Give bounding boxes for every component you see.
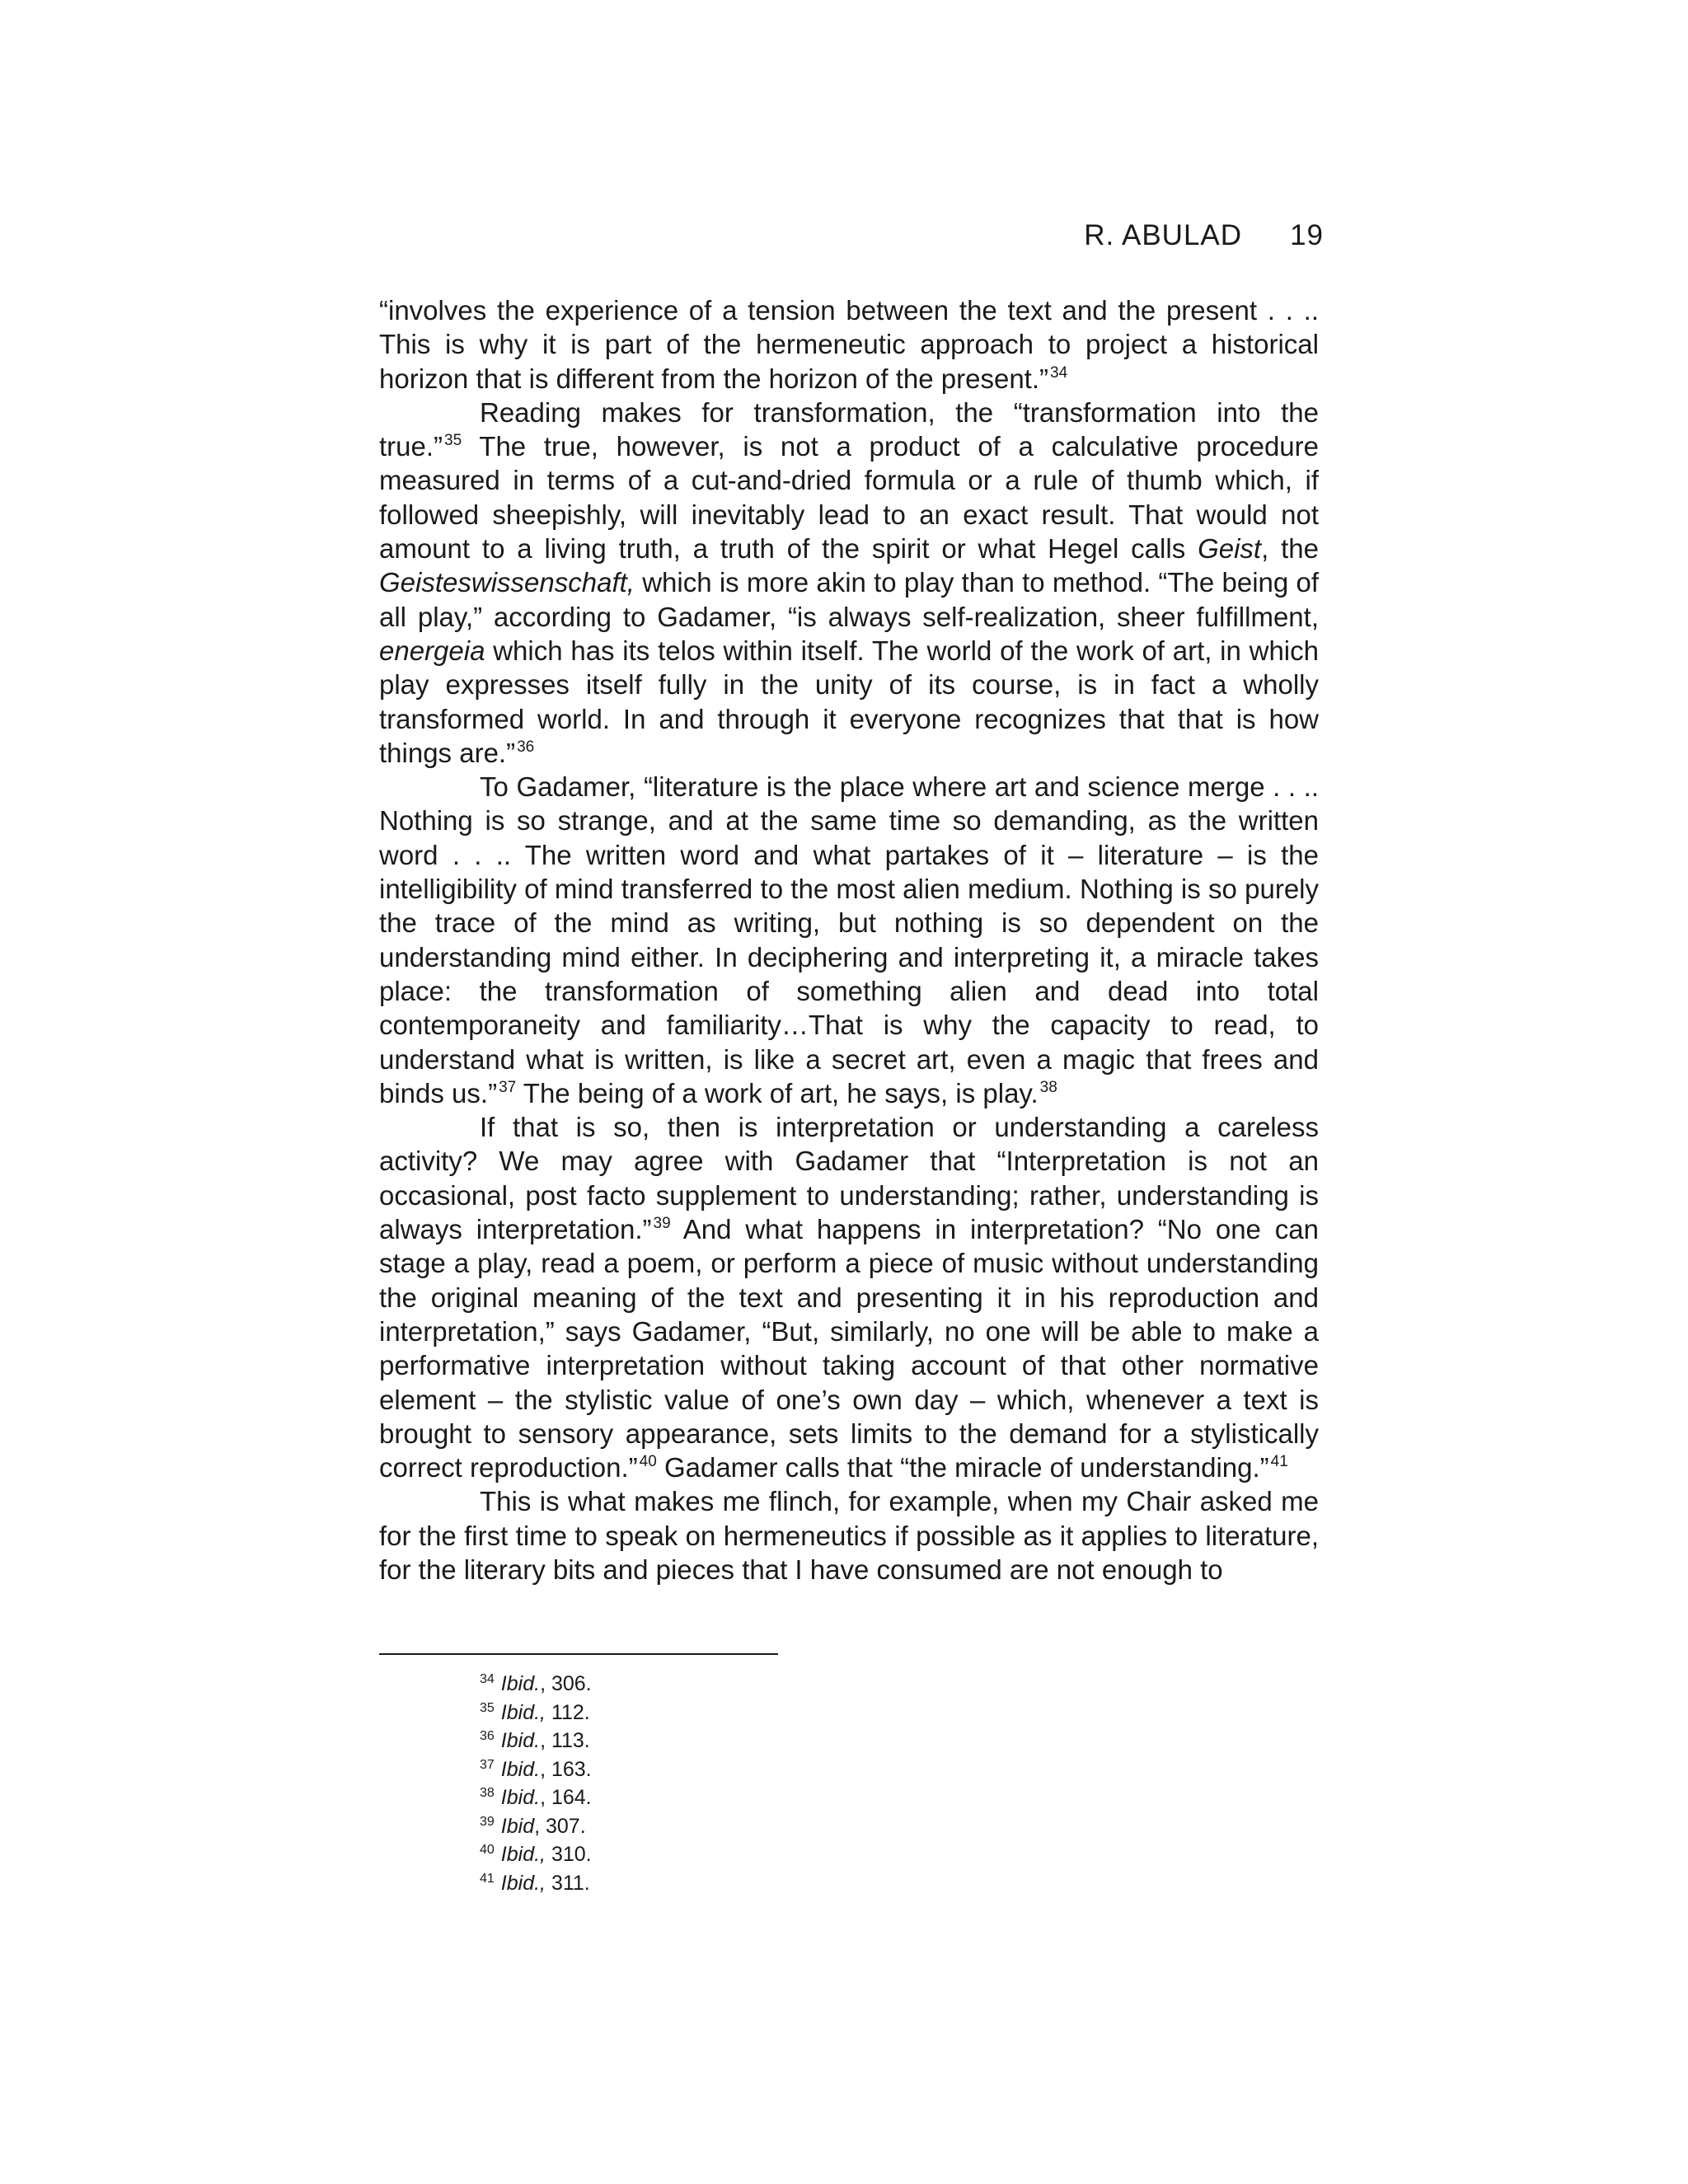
- footnote-number: 41: [480, 1871, 495, 1886]
- footnote-number: 38: [480, 1786, 495, 1800]
- italic-term: energeia: [379, 635, 485, 666]
- body-text: [379, 293, 1319, 1586]
- body-text-run: , the: [1261, 533, 1319, 565]
- footnote-item: [480, 1869, 592, 1898]
- body-paragraph: [379, 1110, 1319, 1484]
- footnote-page: 311.: [546, 1871, 590, 1895]
- footnote-ref: 41: [1270, 1453, 1288, 1471]
- footnote-page: , 163.: [540, 1757, 592, 1781]
- italic-term: Geist: [1198, 533, 1262, 565]
- body-text-run: which has its telos within itself. The world of the work of art, in which play expresses itself fully in the unity of its course, is in fact a wholly transformed world. In and through it everyone recognizes that that is how things are.”: [379, 635, 1319, 768]
- footnote-item: [480, 1840, 592, 1869]
- footnote-ibid: Ibid.: [500, 1786, 541, 1809]
- body-paragraph: [379, 770, 1319, 1110]
- footnote-ibid: Ibid.,: [500, 1871, 546, 1895]
- running-head-author: R. ABULAD: [1084, 219, 1243, 251]
- body-text-run: which is more akin to play than to method. “The being of all play,” according to Gadamer, “is always self-realization, sheer fulfillment,: [379, 567, 1319, 632]
- footnote-number: 39: [480, 1814, 495, 1829]
- footnote-item: [480, 1670, 592, 1699]
- footnote-ref: 37: [499, 1078, 517, 1096]
- footnote-item: [480, 1727, 592, 1755]
- footnote-ref: 38: [1039, 1078, 1057, 1096]
- body-text-run: Gadamer calls that “the miracle of understanding.”: [656, 1452, 1269, 1483]
- footnote-page: , 306.: [540, 1672, 592, 1695]
- footnote-number: 36: [480, 1729, 495, 1743]
- footnote-ibid: Ibid: [500, 1814, 535, 1838]
- body-text-run: To Gadamer, “literature is the place where art and science merge . . .. Nothing is so strange, and at the same time so demanding, as the written word . . .. The written word and what partakes of it – literature – is the intelligibility of mind transferred to the most alien medium. Nothing is so purely the trace of the mind as writing, but nothing is so dependent on the understanding mind either. In deciphering and interpreting it, a miracle takes place: the transformation of something alien and dead into total contemporaneity and familiarity…That is why the capacity to read, to understand what is written, is like a secret art, even a magic that frees and binds us.”: [379, 771, 1319, 1108]
- footnote-item: [480, 1699, 592, 1727]
- footnote-page: , 164.: [540, 1786, 592, 1809]
- body-text-run: This is what makes me flinch, for example, when my Chair asked me for the first time to speak on hermeneutics if possible as it applies to literature, for the literary bits and pieces that I have consumed are not enough to: [379, 1486, 1319, 1585]
- footnote-ibid: Ibid.,: [500, 1843, 546, 1866]
- footnote-ibid: Ibid.: [500, 1757, 541, 1781]
- running-head: [1084, 219, 1324, 252]
- footnote-page: 112.: [546, 1700, 590, 1724]
- footnote-ibid: Ibid.: [500, 1672, 541, 1695]
- footnote-ref: 40: [639, 1453, 657, 1471]
- footnote-ref: 36: [517, 738, 535, 756]
- footnotes: [480, 1670, 592, 1897]
- footnote-ref: 34: [1050, 363, 1068, 382]
- footnote-separator: [379, 1653, 778, 1655]
- footnote-page: 310.: [546, 1843, 592, 1866]
- body-text-run: The being of a work of art, he says, is play.: [516, 1077, 1039, 1108]
- footnote-ref: 35: [444, 432, 462, 450]
- footnote-number: 40: [480, 1843, 495, 1857]
- footnote-ref: 39: [653, 1215, 671, 1233]
- footnote-ibid: Ibid.: [500, 1729, 541, 1752]
- body-text-run: And what happens in interpretation? “No one can stage a play, read a poem, or perform a piece of music without understanding the original meaning of the text and presenting it in his reproduction and interpretation,” says Gadamer, “But, similarly, no one will be able to make a performative interpretation without taking account of that other normative element – the stylistic value of one’s own day – which, whenever a text is brought to sensory appearance, sets limits to the demand for a stylistically correct reproduction.”: [379, 1214, 1319, 1483]
- body-text-run: If that is so, then is interpretation or understanding a careless activity? We may agree with Gadamer that “Interpretation is not an occasional, post facto supplement to understanding; rather, understanding is always interpretation.”: [379, 1112, 1319, 1245]
- page-number: 19: [1290, 219, 1324, 251]
- footnote-number: 34: [480, 1672, 495, 1686]
- footnote-number: 37: [480, 1757, 495, 1772]
- body-paragraph: [379, 396, 1319, 770]
- body-paragraph: [379, 1484, 1319, 1586]
- footnote-page: , 307.: [534, 1814, 586, 1838]
- italic-term: Geisteswissenschaft,: [379, 567, 635, 598]
- footnote-number: 35: [480, 1700, 495, 1715]
- footnote-item: [480, 1783, 592, 1812]
- body-text-run: “involves the experience of a tension between the text and the present . . .. This is why it is part of the hermeneutic approach to project a historical horizon that is different from the horizon of the present.”: [379, 295, 1319, 394]
- footnote-ibid: Ibid.,: [500, 1700, 546, 1724]
- body-paragraph: [379, 293, 1319, 396]
- footnote-item: [480, 1755, 592, 1784]
- body-text-run: The true, however, is not a product of a calculative procedure measured in terms of a cut-and-dried formula or a rule of thumb which, if followed sheepishly, will inevitably lead to an exact result. That would not amount to a living truth, a truth of the spirit or what Hegel calls: [379, 431, 1319, 565]
- body-text-run: Reading makes for transformation, the “transformation into the true.”: [379, 396, 1319, 462]
- footnote-item: [480, 1812, 592, 1841]
- footnote-page: , 113.: [540, 1729, 590, 1752]
